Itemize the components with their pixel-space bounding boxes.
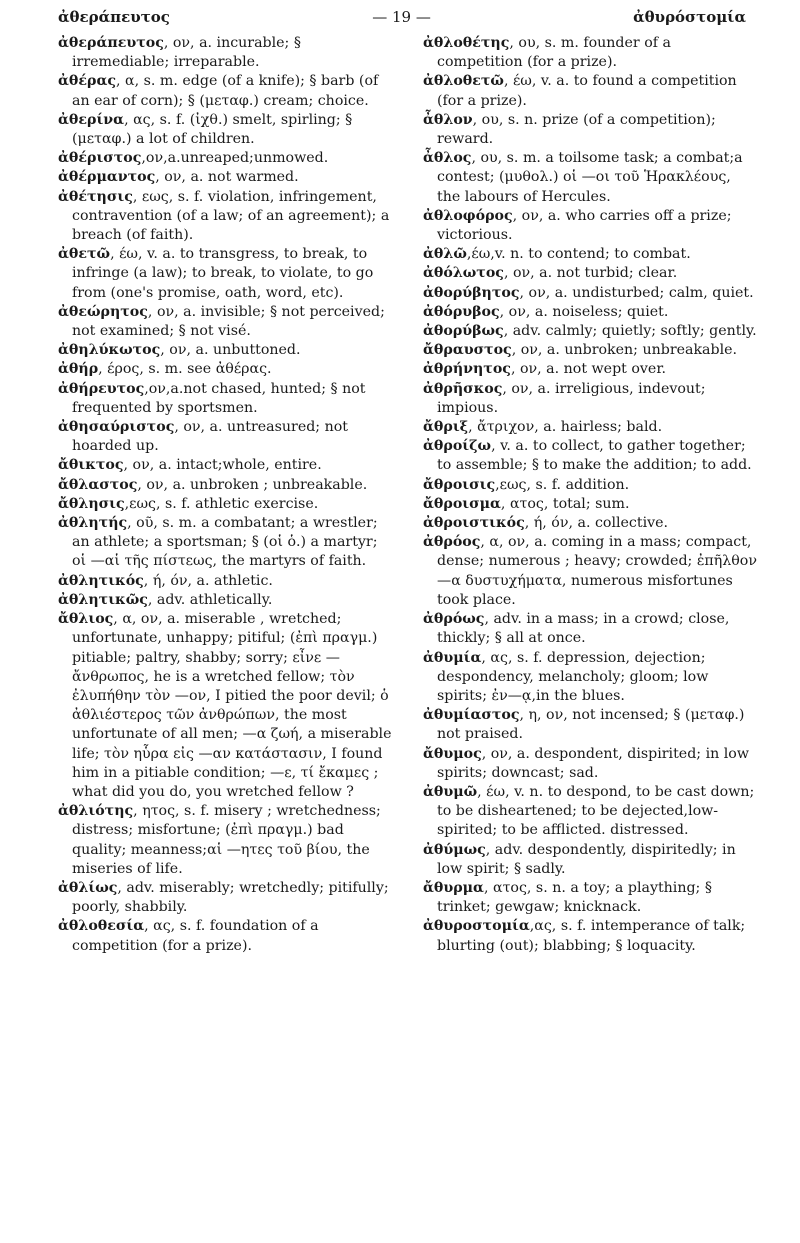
entry-definition: , ον, a. not warmed. [155, 169, 299, 186]
dictionary-entry [58, 879, 393, 917]
page-number: — 19 — [372, 8, 431, 26]
entry-definition: ,ας, s. f. intemperance of talk; blurting (out); blabbing; § loquacity. [437, 918, 746, 954]
dictionary-entry [423, 360, 758, 379]
dictionary-entry [58, 188, 393, 246]
dictionary-entry [423, 207, 758, 245]
entry-definition: , adv. calmly; quietly; softly; gently. [503, 323, 757, 340]
entry-headword: ἀθετῶ [58, 246, 111, 263]
entry-headword: ἀθήρ [58, 361, 99, 378]
dictionary-entry [58, 168, 393, 187]
dictionary-entry [58, 149, 393, 168]
entry-headword: ἀθλοθέτης [423, 35, 510, 51]
dictionary-entry [423, 706, 758, 744]
dictionary-entry [423, 245, 758, 264]
entry-headword: ἀθόρυβος [423, 303, 500, 320]
entry-headword: ἀθρόως [423, 611, 485, 628]
dictionary-entry [423, 72, 758, 110]
entry-definition: , v. a. to collect, to gather together; to assemble; § to make the addition; to add. [437, 438, 752, 474]
dictionary-entry [423, 783, 758, 841]
entry-headword: ἄθικτος [58, 457, 124, 474]
dictionary-entry [58, 610, 393, 802]
entry-headword: ἀθλοθετῶ [423, 73, 504, 90]
dictionary-entry [58, 802, 393, 879]
entry-headword: ἀθύμως [423, 841, 486, 858]
entry-definition: , adv. miserably; wretchedly; pitifully; poorly, shabbily. [72, 879, 389, 916]
entry-headword: ἀθλητής [58, 515, 128, 532]
entry-headword: ἄθροισμα [423, 495, 501, 512]
entry-headword: ἄθλησις [58, 495, 125, 512]
header-left-guideword: ἀθεράπευτος [58, 8, 170, 26]
entry-headword: ἀθυροστομία [423, 918, 530, 935]
entry-headword: ἀθόλωτος [423, 265, 504, 282]
dictionary-entry [58, 34, 393, 72]
entry-definition: ,εως, s. f. addition. [495, 476, 630, 493]
dictionary-entry [423, 879, 758, 917]
entry-headword: ἀθλῶ [423, 246, 467, 263]
dictionary-entry [58, 341, 393, 360]
entry-definition: , ητος, s. f. misery ; wretchedness; distress; misfortune; (ἐπὶ πραγμ.) bad quality; meanness;αἱ —ητες τοῦ βίου, the miseries of life. [72, 803, 381, 877]
entry-definition: , ου, s. n. prize (of a competition); reward. [437, 111, 716, 148]
entry-headword: ἀθορύβως [423, 323, 504, 340]
entry-headword: ἀθεράπευτος [58, 35, 164, 51]
dictionary-entry [58, 456, 393, 475]
dictionary-entry [58, 476, 393, 495]
entry-definition: , ατος, total; sum. [500, 495, 630, 512]
entry-headword: ἀθηλύκωτος [58, 342, 161, 359]
dictionary-entry [423, 111, 758, 149]
entry-definition: , ας, s. f. foundation of a competition (for a prize). [72, 918, 319, 954]
entry-definition: , έω, v. a. to transgress, to break, to infringe (a law); to break, to violate, to go from (one's promise, oath, word, etc). [72, 246, 374, 301]
dictionary-entry [58, 360, 393, 379]
dictionary-entry [423, 264, 758, 283]
entry-definition: , ον, a. intact;whole, entire. [123, 457, 322, 474]
dictionary-entry [423, 418, 758, 437]
entry-headword: ἀθέρμαντος [58, 169, 156, 186]
entry-definition: , η, ον, not incensed; § (μεταφ.) not praised. [437, 707, 745, 743]
entry-headword: ἀθυμίαστος [423, 707, 520, 724]
entry-headword: ἄθριξ [423, 419, 469, 436]
dictionary-entry [423, 322, 758, 341]
entry-definition: , ον, a. not turbid; clear. [503, 265, 678, 282]
dictionary-entry [423, 149, 758, 207]
entry-definition: , adv. despondently, dispiritedly; in low spirit; § sadly. [437, 841, 736, 877]
entry-definition: , ον, a. incurable; § irremediable; irreparable. [72, 35, 301, 71]
dictionary-entry [423, 533, 758, 610]
dictionary-entry [423, 303, 758, 322]
dictionary-entry [423, 341, 758, 360]
dictionary-entry [423, 841, 758, 879]
entry-definition: , ον, a. untreasured; not hoarded up. [72, 419, 348, 455]
entry-headword: ἀθρόος [423, 534, 481, 551]
dictionary-entry [423, 610, 758, 648]
entry-definition: , ον, a. not wept over. [510, 361, 667, 378]
entry-definition: , ον, a. unbuttoned. [160, 342, 301, 359]
entry-definition: , οῦ, s. m. a combatant; a wrestler; an athlete; a sportsman; § (οἱ ὁ.) a martyr; οἱ —αἱ τῆς πίστεως, the martyrs of faith. [72, 515, 378, 570]
entry-headword: ἀθέρας [58, 73, 116, 90]
entry-headword: ἄθροισις [423, 476, 496, 493]
dictionary-entry [423, 437, 758, 475]
dictionary-entry [423, 745, 758, 783]
dictionary-entry [423, 514, 758, 533]
entry-definition: , ή, όν, a. collective. [524, 515, 669, 532]
entry-headword: ἀθερίνα [58, 111, 125, 128]
entry-definition: , ον, a. unbroken; unbreakable. [511, 342, 738, 359]
header-right-guideword: ἀθυρόστομία [633, 8, 746, 26]
text-columns [58, 34, 758, 956]
entry-headword: ἀθρήνητος [423, 361, 511, 378]
dictionary-entry [423, 476, 758, 495]
dictionary-entry [58, 572, 393, 591]
entry-headword: ἄθυμος [423, 745, 482, 762]
entry-headword: ἀθλοθεσία [58, 918, 145, 935]
entry-definition: , ας, s. f. (ἰχθ.) smelt, spirling; § (μεταφ.) a lot of children. [72, 111, 353, 148]
entry-headword: ἄθραυστος [423, 342, 512, 359]
dictionary-entry [58, 245, 393, 303]
dictionary-entry [58, 111, 393, 149]
right-column [423, 34, 758, 956]
entry-headword: ἀθυμία [423, 649, 482, 666]
dictionary-entry [58, 591, 393, 610]
entry-headword: ἀθέριστος [58, 150, 142, 167]
entry-headword: ἀθέτησις [58, 188, 133, 205]
entry-headword: ἀθρῆσκος [423, 380, 503, 397]
entry-headword: ἀθροιστικός [423, 515, 525, 532]
entry-headword: ἀθυμῶ [423, 783, 478, 800]
entry-definition: ,έω,v. n. to contend; to combat. [466, 246, 691, 263]
entry-definition: , ον, a. who carries off a prize; victorious. [437, 207, 732, 244]
entry-definition: , έω, v. n. to despond, to be cast down; to be disheartened; to be dejected,low-spirited; to be afflicted. distressed. [437, 783, 755, 839]
entry-headword: ἀθορύβητος [423, 284, 520, 301]
entry-definition: , ον, a. invisible; § not perceived; not examined; § not visé. [72, 303, 385, 340]
entry-headword: ἀθλιότης [58, 803, 134, 820]
entry-definition: , ή, όν, a. athletic. [143, 572, 273, 589]
page-header [58, 4, 746, 30]
dictionary-entry [58, 514, 393, 572]
entry-headword: ἀθλοφόρος [423, 207, 513, 224]
entry-definition: , ατος, s. n. a toy; a plaything; § trinket; gewgaw; knicknack. [437, 879, 712, 916]
entry-definition: , ον, a. undisturbed; calm, quiet. [519, 284, 754, 301]
dictionary-entry [58, 917, 393, 955]
entry-headword: ἀθλίως [58, 879, 118, 896]
entry-definition: ,εως, s. f. athletic exercise. [124, 495, 319, 512]
dictionary-entry [423, 34, 758, 72]
entry-definition: ,ον,a.unreaped;unmowed. [141, 150, 329, 167]
dictionary-entry [423, 284, 758, 303]
dictionary-entry [423, 380, 758, 418]
dictionary-entry [58, 303, 393, 341]
entry-definition: , έω, v. a. to found a competition (for a prize). [437, 73, 737, 109]
dictionary-entry [58, 495, 393, 514]
entry-headword: ἀθεώρητος [58, 303, 148, 320]
entry-definition: , ου, s. m. founder of a competition (for a prize). [437, 35, 671, 71]
entry-definition: , ας, s. f. depression, dejection; despondency, melancholy; gloom; low spirits; ἐν—ᾳ,in the blues. [437, 649, 709, 704]
entry-headword: ἀθλητικῶς [58, 591, 148, 608]
entry-definition: , adv. athletically. [147, 591, 273, 608]
entry-definition: , ον, a. despondent, dispirited; in low spirits; downcast; sad. [437, 745, 749, 781]
entry-definition: , α, s. m. edge (of a knife); § barb (of an ear of corn); § (μεταφ.) cream; choice. [72, 73, 379, 109]
entry-headword: ἄθλιος [58, 611, 114, 628]
entry-definition: ,ον,a.not chased, hunted; § not frequented by sportsmen. [72, 380, 366, 416]
entry-definition: , α, ον, a. coming in a mass; compact, dense; numerous ; heavy; crowded; ἐπῆλθον —α δυστυχήματα, numerous misfortunes took place. [437, 534, 757, 608]
entry-definition: , ον, a. noiseless; quiet. [499, 303, 669, 320]
entry-headword: ἀθλητικός [58, 572, 144, 589]
entry-headword: ἄθλαστος [58, 476, 138, 493]
entry-definition: , εως, s. f. violation, infringement, contravention (of a law; of an agreement); a breach (of faith). [72, 188, 390, 244]
entry-headword: ἀθήρευτος [58, 380, 145, 397]
dictionary-entry [423, 495, 758, 514]
entry-headword: ἆθλον [423, 111, 473, 128]
dictionary-entry [58, 418, 393, 456]
entry-headword: ἆθλος [423, 150, 472, 167]
entry-headword: ἄθυρμα [423, 879, 484, 896]
entry-headword: ἀθροίζω [423, 438, 492, 455]
entry-definition: , α, ον, a. miserable , wretched; unfortunate, unhappy; pitiful; (ἐπὶ πραγμ.) pitiable; paltry, shabby; sorry; εἶνε — ἄνθρωπος, he is a wretched fellow; τὸν ἐλυπήθην τὸν —ον, I pitied the poor devil; ὁ ἀθλιέστερος τῶν ἀνθρώπων, the most unfortunate of all men; —α ζωή, a miserable life; τὸν ηὗρα εἰς —αν κατάστασιν, I found him in a pitiable condition; —ε, τί ἔκαμες ; what did you do, you wretched fellow ? [72, 611, 392, 800]
dictionary-entry [58, 72, 393, 110]
entry-definition: , ἄτριχον, a. hairless; bald. [468, 419, 663, 436]
dictionary-entry [423, 649, 758, 707]
entry-definition: , ον, a. irreligious, indevout; impious. [437, 380, 706, 416]
dictionary-entry [423, 917, 758, 955]
dictionary-entry [58, 380, 393, 418]
entry-definition: , έρος, s. m. see ἀθέρας. [98, 361, 272, 378]
left-column [58, 34, 393, 956]
entry-definition: , ον, a. unbroken ; unbreakable. [137, 476, 368, 493]
entry-headword: ἀθησαύριστος [58, 419, 175, 436]
entry-definition: , ου, s. m. a toilsome task; a combat;a contest; (μυθολ.) οἱ —οι τοῦ Ἡρακλέους, the labours of Hercules. [437, 150, 743, 205]
entry-definition: , adv. in a mass; in a crowd; close, thickly; § all at once. [437, 611, 730, 647]
